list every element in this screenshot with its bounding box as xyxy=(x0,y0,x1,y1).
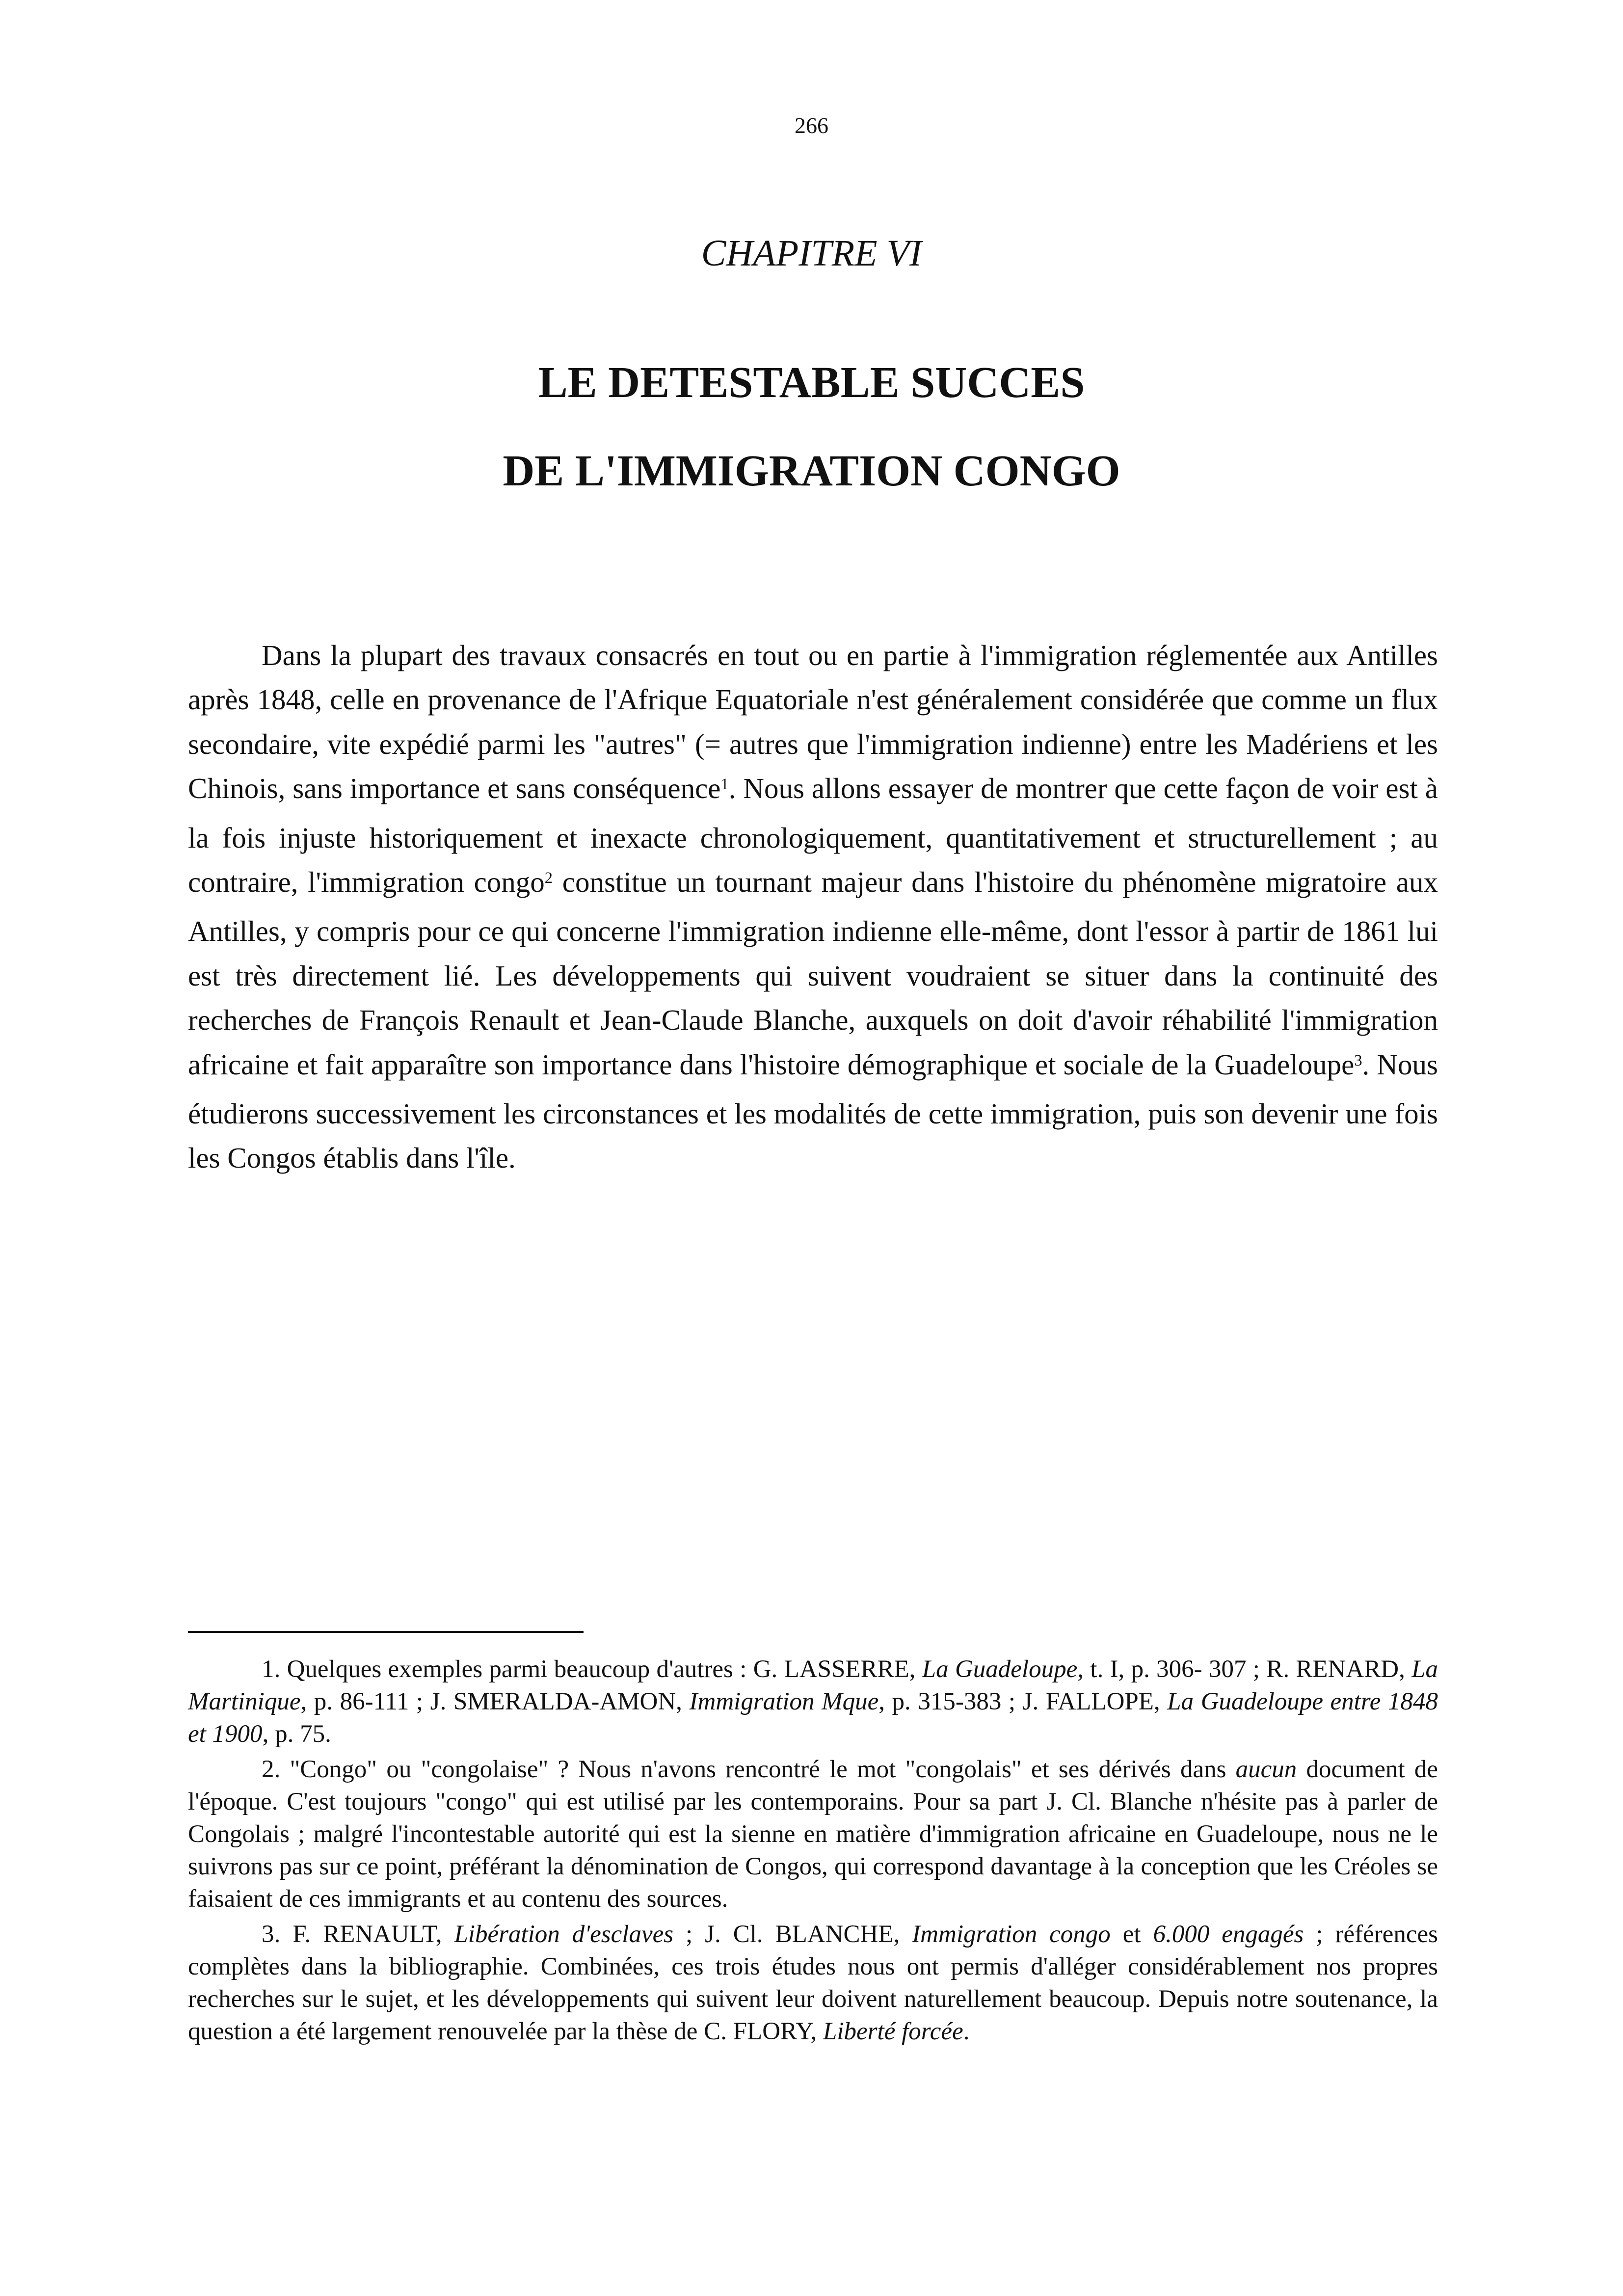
footnote-title-italic: La Guadeloupe xyxy=(922,1655,1078,1683)
footnote-3 xyxy=(188,1918,1438,2048)
footnote-separator xyxy=(188,1631,584,1633)
footnote-text: 2. "Congo" ou "congolaise" ? Nous n'avons rencontré le mot "congolais" et ses dérivés dans xyxy=(262,1756,1236,1783)
footnote-title-italic: Immigration congo xyxy=(912,1921,1111,1948)
chapter-title-line-1: LE DETESTABLE SUCCES xyxy=(538,358,1085,407)
chapter-title xyxy=(0,339,1623,515)
footnote-title-italic: La Guadeloupe entre 1848 et 1900 xyxy=(188,1688,1438,1748)
footnote-text: document de l'époque. C'est toujours "congo" qui est utilisé par les contemporains. Pour sa part J. Cl. Blanche n'hésite pas à parler de Congolais ; malgré l'incontestable autorité qui est la sienne en matière d'immigration africaine en Guadeloupe, nous ne le suivrons pas sur ce point, préférant la dénomination de Congos, qui correspond davantage à la conception que les Créoles se faisaient de ces immigrants et au contenu des sources. xyxy=(188,1756,1438,1913)
body-text-segment: Dans la plupart des travaux consacrés en tout ou en partie à l'immigration réglementée aux Antilles après 1848, celle en provenance de l'Afrique Equatoriale n'est généralement considérée que comme un flux secondaire, vite expédié parmi les "autres" (= autres que l'immigration indienne) entre les Madériens et les Chinois, sans importance et sans conséquence xyxy=(188,639,1438,805)
footnote-text: 3. F. RENAULT, xyxy=(262,1921,454,1948)
footnote-text: ; J. Cl. BLANCHE, xyxy=(673,1921,912,1948)
page-number: 266 xyxy=(795,113,828,138)
footnotes xyxy=(188,1653,1438,2048)
footnote-text: , t. I, p. 306- 307 ; R. RENARD, xyxy=(1077,1655,1412,1683)
footnote-title-italic: Liberté forcée xyxy=(823,2018,963,2045)
footnote-ref-2: 2 xyxy=(544,869,553,887)
body-paragraph xyxy=(188,633,1438,1180)
footnote-text: ; références complètes dans la bibliographie. Combinées, ces trois études nous ont permis d'alléger considérablement nos propres recherches sur le sujet, et les développements qui suivent leur doivent naturellement beaucoup. Depuis notre soutenance, la question a été largement renouvelée par la thèse de C. FLORY, xyxy=(188,1921,1438,2045)
body-text-segment: . Nous étudierons successivement les circonstances et les modalités de cette immigration, puis son devenir une fois les Congos établis dans l'île. xyxy=(188,1048,1438,1175)
chapter-title-line-2: DE L'IMMIGRATION CONGO xyxy=(503,447,1120,495)
footnote-text: . xyxy=(963,2018,970,2045)
chapter-label: CHAPITRE VI xyxy=(701,233,922,274)
footnote-text: , p. 75. xyxy=(262,1720,331,1748)
footnote-ref-3: 3 xyxy=(1354,1051,1362,1069)
footnote-text: , p. 315-383 ; J. FALLOPE, xyxy=(878,1688,1168,1715)
footnote-text: et xyxy=(1110,1921,1153,1948)
body-text-segment: . Nous allons essayer de montrer que cette façon de voir est à la fois injuste historiquement et inexacte chronologiquement, quantitativement et structurellement ; au contraire, l'immigration congo xyxy=(188,772,1438,899)
footnote-text: 1. Quelques exemples parmi beaucoup d'autres : G. LASSERRE, xyxy=(262,1655,922,1683)
footnote-1 xyxy=(188,1653,1438,1750)
footnote-text: , p. 86-111 ; J. SMERALDA-AMON, xyxy=(300,1688,690,1715)
footnote-title-italic: Libération d'esclaves xyxy=(454,1921,674,1948)
footnote-title-italic: Immigration Mque xyxy=(689,1688,879,1715)
footnote-emphasis-italic: aucun xyxy=(1235,1756,1297,1783)
body-text-segment: constitue un tournant majeur dans l'histoire du phénomène migratoire aux Antilles, y compris pour ce qui concerne l'immigration indienne elle-même, dont l'essor à partir de 1861 lui est très directement lié. Les développements qui suivent voudraient se situer dans la continuité des recherches de François Renault et Jean-Claude Blanche, auxquels on doit d'avoir réhabilité l'immigration africaine et fait apparaître son importance dans l'histoire démographique et sociale de la Guadeloupe xyxy=(188,866,1438,1081)
footnote-2 xyxy=(188,1753,1438,1915)
footnote-title-italic: La Martinique xyxy=(188,1655,1438,1715)
footnote-title-italic: 6.000 engagés xyxy=(1153,1921,1304,1948)
body-text xyxy=(188,633,1438,1180)
footnote-ref-1: 1 xyxy=(720,775,729,794)
